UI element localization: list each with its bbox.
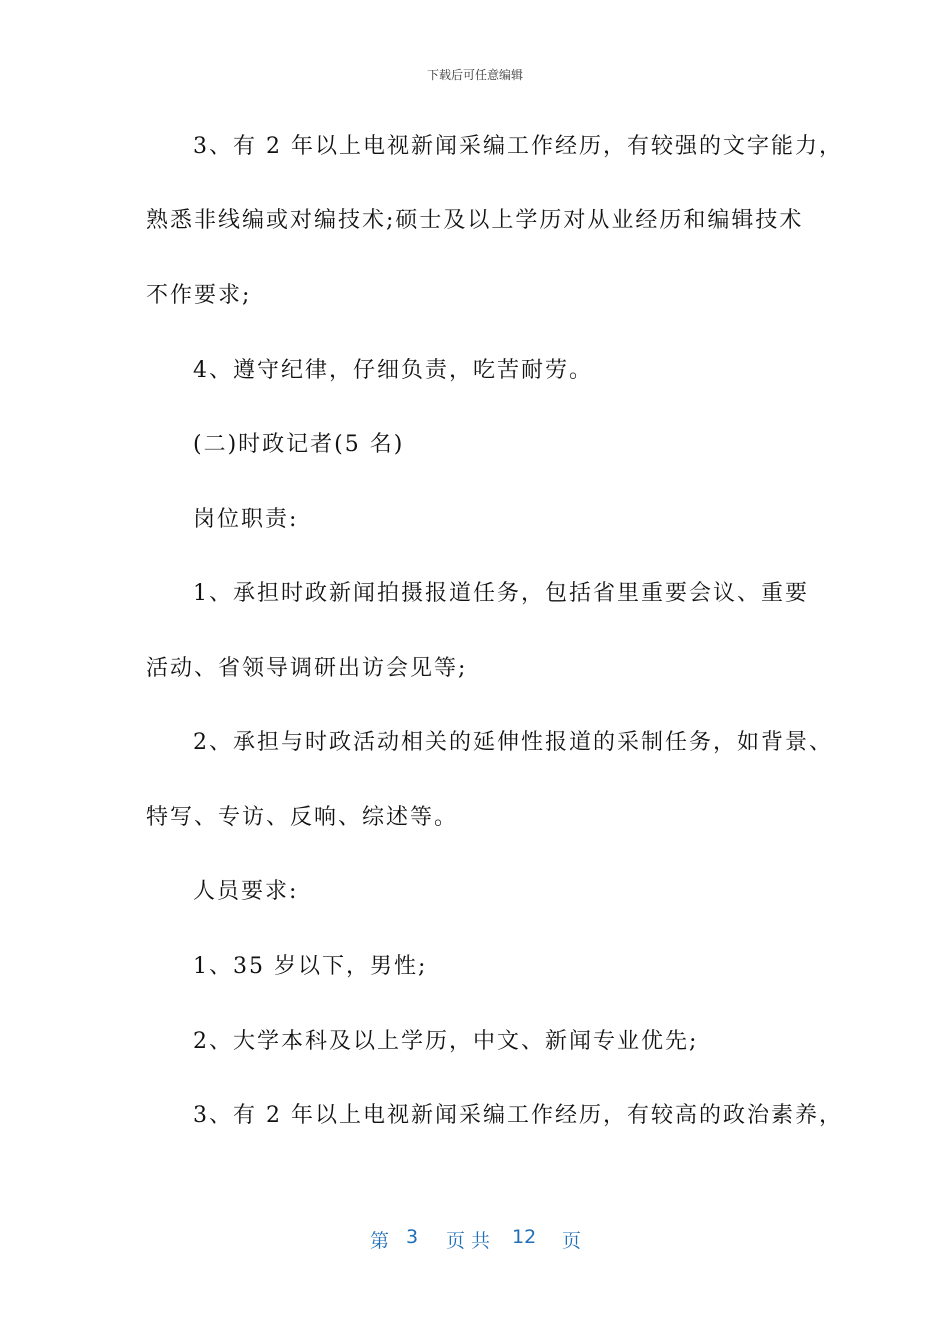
subheading-requirements: 人员要求: xyxy=(193,879,299,904)
footer-middle: 页 共 xyxy=(446,1230,491,1252)
body-line-8: 活动、省领导调研出访会见等; xyxy=(146,656,468,681)
footer-total-pages: 12 xyxy=(512,1226,537,1248)
body-line-9: 2、承担与时政活动相关的延伸性报道的采制任务，如背景、 xyxy=(193,730,833,755)
body-line-4: 4、遵守纪律，仔细负责，吃苦耐劳。 xyxy=(193,358,593,383)
page-footer xyxy=(0,1226,950,1254)
body-line-1: 3、有 2 年以上电视新闻采编工作经历，有较强的文字能力， xyxy=(193,134,843,159)
body-line-14: 3、有 2 年以上电视新闻采编工作经历，有较高的政治素养， xyxy=(193,1103,843,1128)
section-heading: (二)时政记者(5 名) xyxy=(193,432,405,457)
footer-suffix: 页 xyxy=(562,1230,582,1252)
body-line-10: 特写、专访、反响、综述等。 xyxy=(146,805,459,830)
body-line-2: 熟悉非线编或对编技术;硕士及以上学历对从业经历和编辑技术 xyxy=(146,208,804,233)
body-line-7: 1、承担时政新闻拍摄报道任务，包括省里重要会议、重要 xyxy=(193,581,809,606)
footer-prefix: 第 xyxy=(370,1230,390,1252)
body-line-3: 不作要求; xyxy=(146,283,252,308)
body-line-13: 2、大学本科及以上学历，中文、新闻专业优先; xyxy=(193,1029,699,1054)
header-note: 下载后可任意编辑 xyxy=(426,68,523,82)
body-line-12: 1、35 岁以下，男性; xyxy=(193,954,428,979)
subheading-duties: 岗位职责: xyxy=(193,507,299,532)
footer-current-page: 3 xyxy=(406,1226,419,1248)
